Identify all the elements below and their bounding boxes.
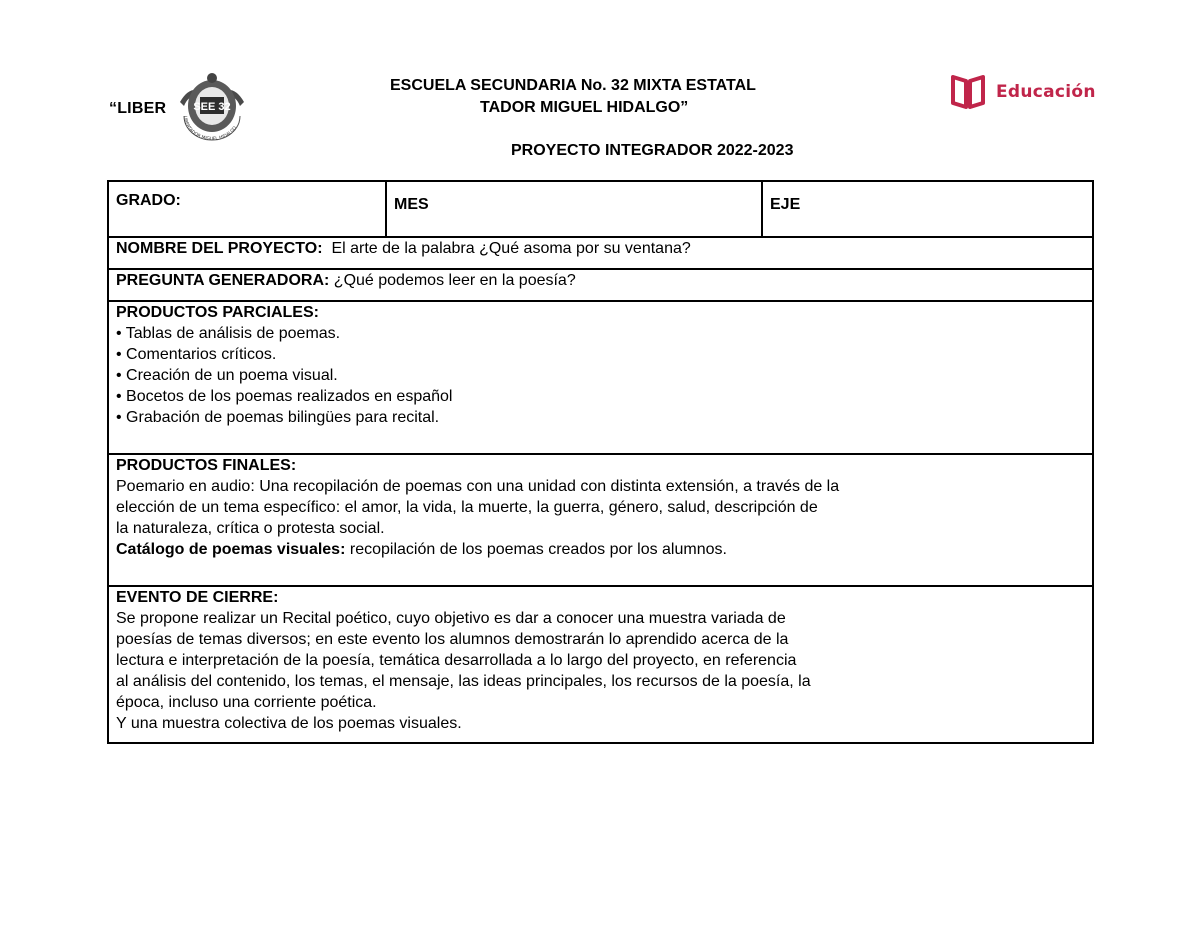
cierre-line: poesías de temas diversos; en este evento los alumnos demostrarán lo aprendido acerca de la bbox=[116, 631, 789, 648]
finales-line: Poemario en audio: Una recopilación de poemas con una unidad con distinta extensión, a través de la bbox=[116, 478, 840, 495]
seal-text: SEE 32 bbox=[193, 101, 231, 113]
nombre-proyecto-label: NOMBRE DEL PROYECTO: bbox=[116, 240, 323, 257]
evento-cierre-cell bbox=[108, 586, 1093, 743]
catalogo-label: Catálogo de poemas visuales: bbox=[116, 541, 346, 558]
productos-parciales-cell bbox=[108, 301, 1093, 454]
cierre-line: época, incluso una corriente poética. bbox=[116, 694, 377, 711]
pregunta-generadora-value: ¿Qué podemos leer en la poesía? bbox=[333, 272, 576, 289]
school-name-line2: TADOR MIGUEL HIDALGO” bbox=[480, 99, 689, 116]
open-book-icon bbox=[950, 73, 986, 111]
finales-line: la naturaleza, crítica o protesta social. bbox=[116, 520, 385, 537]
cierre-line: al análisis del contenido, los temas, el mensaje, las ideas principales, los recursos de la poesía, la bbox=[116, 673, 811, 690]
mes-label: MES bbox=[394, 196, 429, 213]
pregunta-generadora-cell bbox=[108, 269, 1093, 301]
pregunta-generadora-label: PREGUNTA GENERADORA: bbox=[116, 272, 330, 289]
parcial-item: • Creación de un poema visual. bbox=[116, 367, 338, 384]
nombre-proyecto-value: El arte de la palabra ¿Qué asoma por su ventana? bbox=[331, 240, 691, 257]
school-name-line1: ESCUELA SECUNDARIA No. 32 MIXTA ESTATAL bbox=[390, 77, 756, 94]
parcial-item: • Bocetos de los poemas realizados en español bbox=[116, 388, 453, 405]
project-year-title: PROYECTO INTEGRADOR 2022-2023 bbox=[511, 142, 794, 159]
finales-line: elección de un tema específico: el amor, la vida, la muerte, la guerra, género, salud, descripción de bbox=[116, 499, 818, 516]
cierre-line: Se propone realizar un Recital poético, cuyo objetivo es dar a conocer una muestra variada de bbox=[116, 610, 786, 627]
nombre-proyecto-cell bbox=[108, 237, 1093, 269]
catalogo-line bbox=[116, 539, 1085, 560]
school-seal-logo bbox=[174, 72, 250, 142]
header-liber-fragment: “LIBER bbox=[109, 100, 167, 117]
productos-parciales-label: PRODUCTOS PARCIALES: bbox=[116, 304, 319, 321]
project-table bbox=[107, 180, 1094, 744]
svg-text:LIBERTADOR MIGUEL HIDALGO: LIBERTADOR MIGUEL HIDALGO bbox=[181, 115, 239, 142]
grado-cell bbox=[108, 181, 386, 237]
cierre-line: Y una muestra colectiva de los poemas visuales. bbox=[116, 715, 462, 732]
mes-cell bbox=[386, 181, 762, 237]
eje-label: EJE bbox=[770, 196, 801, 213]
cierre-line: lectura e interpretación de la poesía, temática desarrollada a lo largo del proyecto, en referencia bbox=[116, 652, 797, 669]
educacion-logo-word: Educación bbox=[996, 82, 1096, 102]
parcial-item: • Grabación de poemas bilingües para recital. bbox=[116, 409, 440, 426]
educacion-logo bbox=[950, 72, 1096, 112]
parcial-item: • Tablas de análisis de poemas. bbox=[116, 325, 341, 342]
evento-cierre-label: EVENTO DE CIERRE: bbox=[116, 589, 279, 606]
productos-finales-label: PRODUCTOS FINALES: bbox=[116, 457, 297, 474]
grado-label: GRADO: bbox=[116, 192, 181, 209]
eje-cell bbox=[762, 181, 1093, 237]
productos-finales-cell bbox=[108, 454, 1093, 586]
parcial-item: • Comentarios críticos. bbox=[116, 346, 277, 363]
catalogo-value: recopilación de los poemas creados por los alumnos. bbox=[349, 541, 727, 558]
